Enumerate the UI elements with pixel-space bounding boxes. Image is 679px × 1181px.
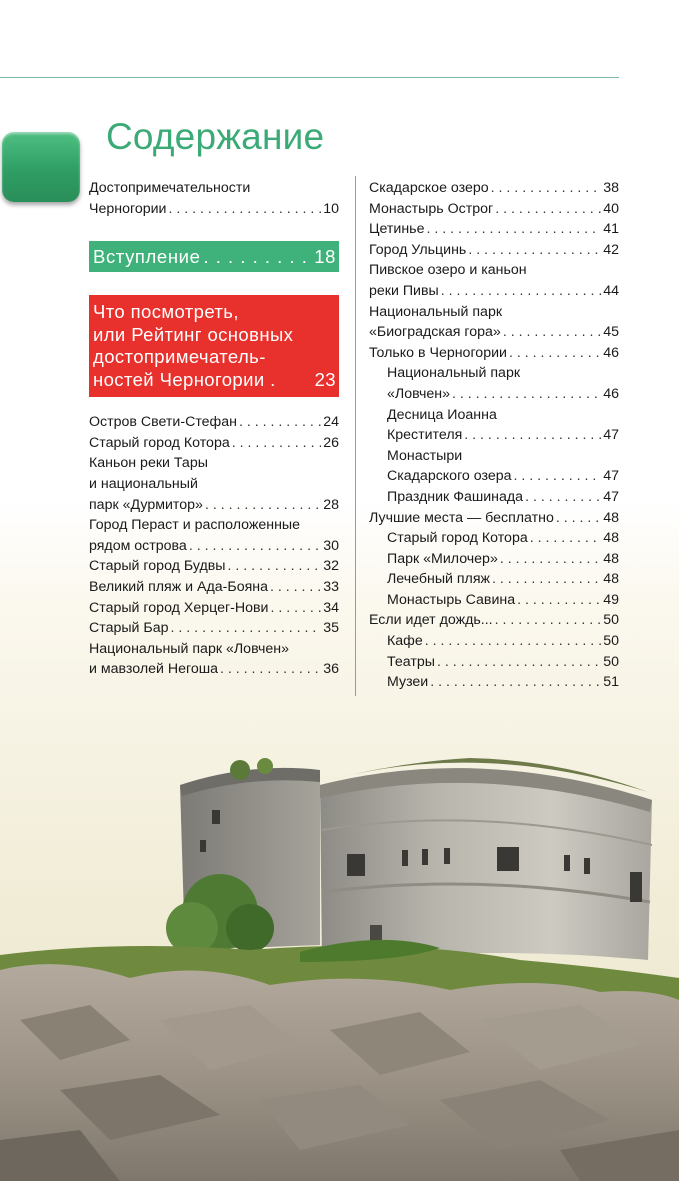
toc-entry-label: Национальный парк «Ловчен» <box>89 640 289 657</box>
toc-entry[interactable] <box>369 487 619 508</box>
toc-entry-label: Праздник Фашинада <box>387 488 524 505</box>
toc-entry-label: и национальный <box>89 475 198 492</box>
toc-entry-page: 46 <box>603 385 619 402</box>
toc-entry-page: 40 <box>603 200 619 217</box>
toc-entry-label: и мавзолей Негоша <box>89 661 219 678</box>
leader-dots <box>525 487 601 508</box>
toc-entry[interactable] <box>369 446 619 467</box>
leader-dots <box>228 556 322 577</box>
toc-entry-page: 34 <box>323 599 339 616</box>
rating-line: достопримечатель- <box>93 346 266 368</box>
toc-entry[interactable] <box>89 495 339 516</box>
toc-entry-label: Лечебный пляж <box>387 571 491 588</box>
toc-entry-page: 47 <box>603 427 619 444</box>
toc-entry-label: Музеи <box>387 674 429 691</box>
intro-section-page: 18 <box>314 245 336 267</box>
toc-entry-label: Лучшие места — бесплатно <box>369 509 554 526</box>
toc-entry-label: реки Пивы <box>369 282 439 299</box>
toc-entry-label: Великий пляж и Ада-Бояна <box>89 578 268 595</box>
toc-entry[interactable] <box>369 302 619 323</box>
toc-entry-page: 49 <box>603 591 619 608</box>
toc-entry-label: Пивское озеро и каньон <box>369 262 527 279</box>
leader-dots <box>270 598 321 619</box>
toc-entry-label: рядом острова <box>89 537 187 554</box>
toc-entry[interactable] <box>369 652 619 673</box>
toc-entry-page: 48 <box>603 530 619 547</box>
toc-entry-label: Город Пераст и расположенные <box>89 517 301 534</box>
toc-entry[interactable] <box>369 322 619 343</box>
toc-entry-label: Старый Бар <box>89 620 169 637</box>
leader-dots <box>203 246 311 268</box>
toc-entry-label: Достопримечательности <box>89 180 251 196</box>
toc-entry-page: 26 <box>323 434 339 451</box>
toc-entry[interactable] <box>369 405 619 426</box>
toc-entry[interactable] <box>89 433 339 454</box>
toc-entry-page: 46 <box>603 344 619 361</box>
toc-entry-label: Кафе <box>387 633 423 650</box>
rating-line: ностей Черногории <box>93 368 265 390</box>
rating-section-page: 23 <box>314 368 336 390</box>
toc-entry[interactable] <box>369 631 619 652</box>
toc-entry[interactable] <box>369 425 619 446</box>
toc-entry[interactable] <box>369 240 619 261</box>
toc-entry-label: Монастыри <box>387 447 463 464</box>
toc-entry-page: 50 <box>603 612 619 629</box>
leader-dots <box>491 178 602 199</box>
toc-entry-label: Каньон реки Тары <box>89 455 208 472</box>
toc-entry[interactable] <box>89 639 339 660</box>
toc-entry-label: Скадарского озера <box>387 468 512 485</box>
toc-entry-label: Только в Черногории <box>369 344 507 361</box>
toc-entry[interactable] <box>89 536 339 557</box>
toc-entry[interactable] <box>369 219 619 240</box>
column-divider <box>355 176 356 696</box>
toc-entry-label: парк «Дурмитор» <box>89 496 203 513</box>
toc-entry-page: 41 <box>603 221 619 238</box>
toc-entry-label: Старый город Котора <box>387 530 528 547</box>
toc-entry-label: «Биоградская гора» <box>369 324 501 341</box>
leader-dots <box>492 569 601 590</box>
toc-entry-page: 47 <box>603 488 619 505</box>
leader-dots <box>205 495 321 516</box>
toc-entry-page: 48 <box>603 571 619 588</box>
toc-entry-label: Старый город Херцег-Нови <box>89 599 269 616</box>
toc-entry-label: Если идет дождь... <box>369 612 493 629</box>
leader-dots <box>430 672 601 693</box>
toc-entry[interactable] <box>369 549 619 570</box>
toc-entry-page: 50 <box>603 653 619 670</box>
leader-dots <box>503 322 601 343</box>
leader-dots <box>468 240 601 261</box>
toc-entry-label: Старый город Будвы <box>89 558 226 575</box>
intro-section-entry[interactable] <box>89 241 339 272</box>
toc-entry-label: Цетинье <box>369 221 425 238</box>
toc-right-column <box>369 178 619 693</box>
toc-entry-page: 48 <box>603 509 619 526</box>
toc-entry-page: 28 <box>323 496 339 513</box>
toc-entry-page: 44 <box>603 282 619 299</box>
leader-dots <box>168 199 321 220</box>
toc-entry[interactable] <box>369 343 619 364</box>
leader-dots <box>220 659 321 680</box>
toc-entry[interactable] <box>89 618 339 639</box>
leader-dots <box>426 219 601 240</box>
leader-dots <box>514 466 602 487</box>
toc-entry[interactable] <box>89 474 339 495</box>
toc-entry[interactable] <box>89 453 339 474</box>
toc-entry-page: 45 <box>603 324 619 341</box>
toc-entry-label: Скадарское озеро <box>369 180 489 196</box>
toc-entry[interactable] <box>89 659 339 680</box>
toc-entry[interactable] <box>89 598 339 619</box>
toc-entry-page: 47 <box>603 468 619 485</box>
toc-entry[interactable] <box>369 363 619 384</box>
toc-entry[interactable] <box>369 528 619 549</box>
leader-dots <box>441 281 602 302</box>
toc-entry[interactable] <box>369 508 619 529</box>
toc-entry[interactable] <box>369 590 619 611</box>
leader-dots <box>425 631 602 652</box>
toc-entry[interactable] <box>369 178 619 199</box>
toc-entry-page: 32 <box>323 558 339 575</box>
toc-entry[interactable] <box>89 178 339 199</box>
toc-entry[interactable] <box>369 384 619 405</box>
toc-entry-label: Парк «Милочер» <box>387 550 498 567</box>
leader-dots <box>517 590 601 611</box>
rating-line: или Рейтинг основных <box>93 323 294 345</box>
toc-entry[interactable] <box>369 569 619 590</box>
leader-dots <box>437 652 601 673</box>
leader-dots <box>189 536 321 557</box>
leader-dots <box>509 343 601 364</box>
toc-entry[interactable] <box>369 281 619 302</box>
toc-entry-label: Театры <box>387 653 435 670</box>
leader-dots <box>270 577 321 598</box>
page-title: Содержание <box>106 116 325 157</box>
leader-dots <box>464 425 601 446</box>
toc-entry-page: 33 <box>323 578 339 595</box>
toc-entry-label: Старый город Котора <box>89 434 230 451</box>
toc-entry-page: 51 <box>603 674 619 691</box>
toc-entry-label: «Ловчен» <box>387 385 450 402</box>
toc-entry[interactable] <box>89 577 339 598</box>
leader-dots <box>530 528 601 549</box>
toc-entry-page: 38 <box>603 180 619 196</box>
leader-dots <box>495 610 602 631</box>
toc-entry-page: 36 <box>323 661 339 678</box>
leader-dots <box>500 549 601 570</box>
toc-entry-label: Монастырь Острог <box>369 200 494 217</box>
leader-dots <box>232 433 321 454</box>
leader-dots <box>556 508 601 529</box>
leader-dots <box>171 618 322 639</box>
toc-left-column <box>89 178 339 680</box>
toc-entry[interactable] <box>369 199 619 220</box>
toc-entry-page: 42 <box>603 241 619 258</box>
toc-entry[interactable] <box>369 672 619 693</box>
toc-entry-page: 48 <box>603 550 619 567</box>
toc-entry-label: Город Ульцинь <box>369 241 467 258</box>
toc-entry-label: Десница Иоанна <box>387 406 497 423</box>
toc-entry[interactable] <box>369 466 619 487</box>
toc-entry-page: 10 <box>323 200 339 217</box>
toc-entry-page: 24 <box>323 414 339 431</box>
toc-entry-label: Остров Свети-Стефан <box>89 414 237 431</box>
chapter-tab <box>2 132 80 202</box>
toc-entry-label: Национальный парк <box>369 303 503 320</box>
rating-section-entry[interactable]: Что посмотреть, или Рейтинг основных достопримечатель- ностей Черногории . 23 <box>89 295 339 397</box>
leader-dots <box>239 412 321 433</box>
toc-entry-page: 30 <box>323 537 339 554</box>
toc-entry[interactable] <box>89 515 339 536</box>
toc-entry-page: 35 <box>323 620 339 637</box>
toc-entry[interactable] <box>89 412 339 433</box>
toc-entry-label: Монастырь Савина <box>387 591 516 608</box>
rating-line: Что посмотреть, <box>93 301 239 323</box>
toc-entry-page: 50 <box>603 633 619 650</box>
intro-section-label: Вступление <box>93 245 201 267</box>
toc-entry-label: Национальный парк <box>387 365 521 382</box>
toc-entry[interactable] <box>89 199 339 220</box>
leader-dots <box>452 384 601 405</box>
toc-entry[interactable] <box>369 260 619 281</box>
toc-entry[interactable] <box>89 556 339 577</box>
leader-dots <box>495 199 601 220</box>
toc-entry-label: Крестителя <box>387 427 463 444</box>
header-rule <box>0 77 619 78</box>
toc-entry[interactable] <box>369 610 619 631</box>
toc-entry-label: Черногории <box>89 200 167 217</box>
